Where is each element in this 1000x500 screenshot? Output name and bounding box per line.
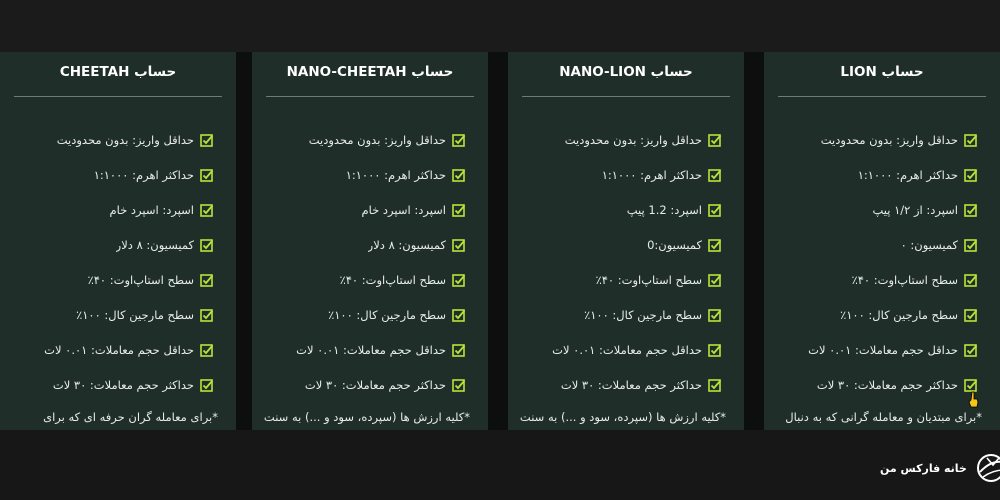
title-divider: [778, 96, 986, 97]
feature-text: حداکثر حجم معاملات: ۳۰ لات: [816, 378, 958, 392]
checkbox-check-icon: [452, 308, 466, 322]
feature-item: [8, 130, 214, 150]
checkbox-check-icon: [200, 378, 214, 392]
feature-item: [8, 340, 214, 360]
checkbox-check-icon: [200, 133, 214, 147]
feature-text: حداقل واریز: بدون محدودیت: [56, 133, 194, 147]
feature-item: [8, 305, 214, 325]
feature-text: حداقل حجم معاملات: ۰.۰۱ لات: [808, 343, 958, 357]
feature-text: کمیسیون: ۸ دلار: [367, 238, 446, 252]
card-nano-lion: [508, 52, 744, 430]
checkbox-check-icon: [708, 273, 722, 287]
checkbox-check-icon: [964, 343, 978, 357]
feature-item: [8, 165, 214, 185]
feature-item: [516, 130, 722, 150]
pricing-stage: [0, 52, 1000, 430]
checkbox-check-icon: [200, 168, 214, 182]
feature-text: حداکثر حجم معاملات: ۳۰ لات: [560, 378, 702, 392]
feature-item: [772, 130, 978, 150]
feature-item: [260, 270, 466, 290]
feature-text: سطح استاپ‌اوت: ۴۰٪: [339, 273, 446, 287]
feature-item: [772, 270, 978, 290]
feature-text: اسپرد: اسپرد خام: [109, 203, 194, 217]
feature-text: حداقل واریز: بدون محدودیت: [308, 133, 446, 147]
checkbox-check-icon: [708, 203, 722, 217]
feature-text: حداکثر حجم معاملات: ۳۰ لات: [304, 378, 446, 392]
feature-text: حداکثر اهرم: ۱:۱۰۰۰: [857, 168, 958, 182]
feature-item: [260, 340, 466, 360]
feature-item: [8, 235, 214, 255]
checkbox-check-icon: [200, 203, 214, 217]
title-divider: [522, 96, 730, 97]
feature-text: حداکثر حجم معاملات: ۳۰ لات: [52, 378, 194, 392]
checkbox-check-icon: [964, 308, 978, 322]
checkbox-check-icon: [964, 168, 978, 182]
feature-text: اسپرد: از ۱/۲ پیپ: [872, 203, 958, 217]
checkbox-check-icon: [964, 238, 978, 252]
feature-item: [772, 235, 978, 255]
checkbox-check-icon: [708, 378, 722, 392]
card-lion: [764, 52, 1000, 430]
checkbox-check-icon: [452, 203, 466, 217]
feature-text: سطح مارجین کال: ۱۰۰٪: [76, 308, 194, 322]
checkbox-check-icon: [200, 308, 214, 322]
feature-item: [516, 270, 722, 290]
feature-item: [516, 235, 722, 255]
checkbox-check-icon: [200, 273, 214, 287]
feature-text: اسپرد: اسپرد خام: [361, 203, 446, 217]
feature-item: [260, 375, 466, 395]
feature-text: کمیسیون: ۰: [900, 238, 958, 252]
globe-logo-icon: [975, 452, 1000, 484]
brand-name: خانه فارکس من: [880, 461, 967, 475]
card-title: حساب LION: [840, 64, 924, 80]
card-title: حساب NANO-CHEETAH: [286, 64, 454, 80]
checkbox-check-icon: [708, 308, 722, 322]
feature-text: سطح استاپ‌اوت: ۴۰٪: [87, 273, 194, 287]
card-gap: [236, 52, 252, 430]
title-divider: [14, 96, 222, 97]
brand[interactable]: [880, 452, 1000, 484]
card-cheetah: [0, 52, 236, 430]
feature-text: حداقل حجم معاملات: ۰.۰۱ لات: [552, 343, 702, 357]
checkbox-check-icon: [964, 273, 978, 287]
feature-text: سطح مارجین کال: ۱۰۰٪: [840, 308, 958, 322]
feature-item: [260, 165, 466, 185]
feature-item: [772, 200, 978, 220]
feature-text: حداکثر اهرم: ۱:۱۰۰۰: [345, 168, 446, 182]
feature-text: حداکثر اهرم: ۱:۱۰۰۰: [601, 168, 702, 182]
feature-text: حداقل حجم معاملات: ۰.۰۱ لات: [44, 343, 194, 357]
feature-item: [516, 200, 722, 220]
checkbox-check-icon: [200, 238, 214, 252]
checkbox-check-icon: [452, 378, 466, 392]
feature-item: [260, 305, 466, 325]
checkbox-check-icon: [452, 133, 466, 147]
checkbox-check-icon: [452, 273, 466, 287]
feature-item: [260, 200, 466, 220]
card-gap: [744, 52, 764, 430]
card-note: *برای مبتدیان و معامله گرانی که به دنبال: [785, 410, 982, 424]
feature-text: کمیسیون:0: [647, 238, 702, 252]
checkbox-check-icon: [708, 343, 722, 357]
card-note: *کلیه ارزش ها (سپرده، سود و ...) به سنت: [519, 410, 726, 424]
card-title: حساب NANO-LION: [559, 64, 693, 80]
feature-text: سطح مارجین کال: ۱۰۰٪: [328, 308, 446, 322]
feature-text: سطح استاپ‌اوت: ۴۰٪: [595, 273, 702, 287]
checkbox-check-icon: [964, 133, 978, 147]
mouse-pointer-icon: [966, 390, 980, 410]
feature-item: [8, 375, 214, 395]
checkbox-check-icon: [964, 203, 978, 217]
checkbox-check-icon: [452, 343, 466, 357]
feature-text: حداکثر اهرم: ۱:۱۰۰۰: [93, 168, 194, 182]
checkbox-check-icon: [708, 238, 722, 252]
top-bar: [0, 0, 1000, 52]
title-divider: [266, 96, 474, 97]
card-title: حساب CHEETAH: [59, 64, 177, 80]
feature-item: [772, 305, 978, 325]
feature-item: [772, 165, 978, 185]
feature-text: حداقل واریز: بدون محدودیت: [564, 133, 702, 147]
card-note: *برای معامله گران حرفه ای که برای: [43, 410, 218, 424]
feature-item: [516, 165, 722, 185]
feature-item: [8, 270, 214, 290]
feature-item: [516, 305, 722, 325]
feature-item: [516, 340, 722, 360]
feature-text: کمیسیون: ۸ دلار: [115, 238, 194, 252]
feature-text: سطح استاپ‌اوت: ۴۰٪: [851, 273, 958, 287]
feature-text: سطح مارجین کال: ۱۰۰٪: [584, 308, 702, 322]
feature-text: حداقل حجم معاملات: ۰.۰۱ لات: [296, 343, 446, 357]
checkbox-check-icon: [452, 168, 466, 182]
feature-item: [772, 340, 978, 360]
feature-text: حداقل واریز: بدون محدودیت: [820, 133, 958, 147]
checkbox-check-icon: [452, 238, 466, 252]
feature-item: [260, 235, 466, 255]
card-nano-cheetah: [252, 52, 488, 430]
feature-item: [516, 375, 722, 395]
checkbox-check-icon: [708, 133, 722, 147]
card-gap: [488, 52, 508, 430]
checkbox-check-icon: [708, 168, 722, 182]
feature-item: [772, 375, 978, 395]
feature-text: اسپرد: 1.2 پیپ: [626, 203, 702, 217]
feature-item: [8, 200, 214, 220]
card-note: *کلیه ارزش ها (سپرده، سود و ...) به سنت: [263, 410, 470, 424]
feature-item: [260, 130, 466, 150]
checkbox-check-icon: [200, 343, 214, 357]
